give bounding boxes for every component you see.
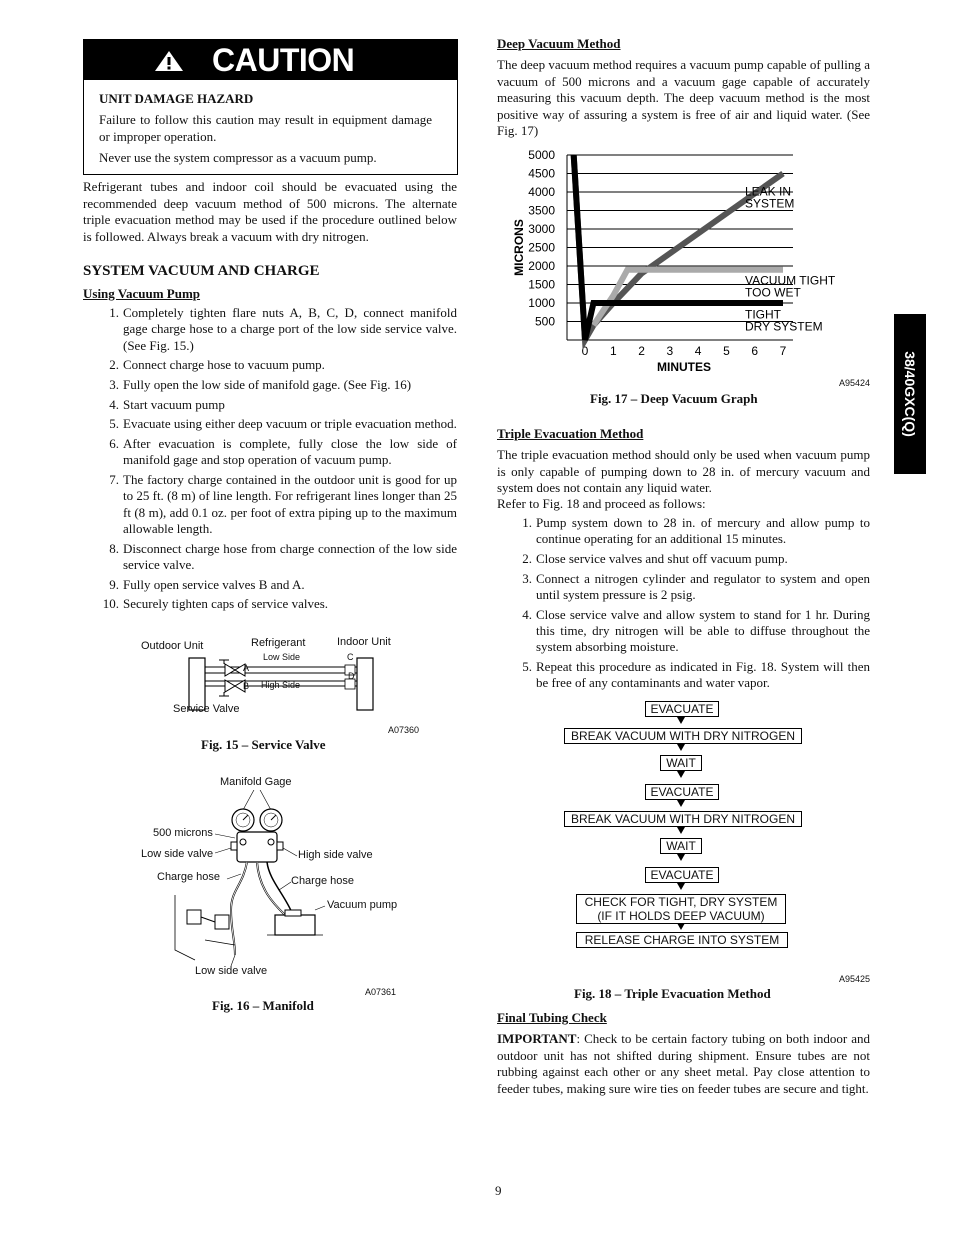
vp-item [109, 576, 457, 593]
vp-text: Fully open service valves B and A. [123, 576, 305, 592]
x-tick-label: 1 [609, 344, 617, 358]
vp-item [109, 416, 457, 432]
vp-text: Disconnect charge hose from charge connection of the low side service valve. [123, 540, 457, 572]
vp-item [109, 471, 457, 538]
fig15-caption: Fig. 15 – Service Valve [201, 737, 326, 752]
fig15-outdoor-label: Outdoor Unit [141, 640, 204, 652]
fig15-code: A07360 [388, 725, 420, 735]
vp-number: 3. [109, 377, 119, 392]
vp-text: Securely tighten caps of service valves. [123, 596, 329, 612]
flow-arrow [677, 827, 685, 834]
flow-release: RELEASE CHARGE INTO SYSTEM [576, 932, 788, 948]
triple-evac-text: The triple evacuation method should only be used when vacuum pump is only capable of pumping down to 28 in. of mercury vacuum and system does not contain any liquid water. [497, 447, 870, 496]
tr-text: Connect a nitrogen cylinder and regulator to system and open until system pressure is 2 psig. [536, 570, 870, 602]
warning-triangle-icon [154, 50, 184, 72]
y-tick-label: 4000 [528, 185, 555, 199]
legend-leak: LEAK IN [745, 184, 792, 199]
vp-text: After evacuation is complete, fully close the low side of manifold gage and stop operation of vacuum pump. [123, 435, 457, 468]
important-label: IMPORTANT [497, 1031, 577, 1046]
vp-number: 5. [109, 416, 119, 432]
caution-header [84, 40, 457, 80]
tr-text: Repeat this procedure as indicated in Fig. 18. System will then be free of any contaminants and water vapor. [536, 659, 870, 691]
x-tick-label: 6 [751, 344, 759, 358]
flow-wait-1: WAIT [660, 755, 702, 771]
fig16-high-valve-label: High side valve [298, 849, 373, 861]
fig16-caption: Fig. 16 – Manifold [212, 998, 314, 1013]
vacuum-pump-heading: Using Vacuum Pump [83, 286, 201, 301]
tr-text: Close service valves and shut off vacuum pump. [536, 551, 788, 566]
tr-number: 2. [522, 551, 532, 566]
flow-check-line2: (IF IT HOLDS DEEP VACUUM) [597, 909, 765, 923]
vp-text: Completely tighten flare nuts A, B, C, D, connect manifold gage charge hose to a charge port of the low side service valve. (See Fig. 15.) [123, 305, 457, 353]
tr-item [522, 551, 870, 567]
flow-check [576, 894, 786, 924]
y-tick-label: 5000 [528, 148, 555, 162]
fig15-low-side: Low Side [263, 652, 301, 662]
model-side-tab-text: 38/40GXC(Q) [902, 351, 918, 437]
section-title: SYSTEM VACUUM AND CHARGE [83, 263, 320, 279]
x-tick-label: 7 [779, 344, 787, 358]
legend-too-wet: VACUUM TIGHT [745, 273, 836, 288]
caution-text: Failure to follow this caution may result in equipment damage or improper operation. [99, 112, 432, 144]
vp-number: 8. [109, 540, 119, 556]
vp-item [109, 435, 457, 469]
y-tick-label: 3000 [528, 222, 555, 236]
fig16-diagram [135, 770, 425, 1000]
vp-item [109, 540, 457, 574]
flow-break-2: BREAK VACUUM WITH DRY NITROGEN [564, 811, 802, 827]
tr-item [522, 606, 870, 656]
x-axis-title: MINUTES [657, 360, 711, 374]
fig15-indoor-label: Indoor Unit [337, 636, 391, 648]
flow-arrow [677, 923, 685, 930]
fig16-charge-hose-left: Charge hose [157, 871, 220, 883]
flow-break-1: BREAK VACUUM WITH DRY NITROGEN [564, 728, 802, 744]
fig15-label-a: A [243, 663, 250, 673]
intro-paragraph: Refrigerant tubes and indoor coil should be evacuated using the recommended deep vacuum method of 500 microns. The alternate triple evacuation method may be used if the procedure outlined below is followed. Always break a vacuum with dry nitrogen. [83, 179, 457, 244]
y-tick-label: 3500 [528, 203, 555, 218]
tr-number: 3. [522, 570, 532, 586]
vp-item [102, 596, 457, 612]
fig16-manifold-drawing [135, 790, 425, 970]
flow-evacuate-1: EVACUATE [645, 701, 719, 717]
flow-arrow [677, 854, 685, 861]
flow-evacuate-3: EVACUATE [645, 867, 719, 883]
vp-text: Evacuate using either deep vacuum or triple evacuation method. [123, 416, 457, 432]
hazard-title: UNIT DAMAGE HAZARD [99, 91, 254, 106]
legend-too-wet: TOO WET [745, 285, 801, 300]
fig15-label-b: B [243, 681, 250, 691]
fig15-diagram [130, 630, 440, 750]
vp-number: 4. [109, 396, 119, 412]
fig16-pump-label: Vacuum pump [327, 899, 398, 911]
y-tick-label: 1000 [528, 296, 555, 310]
fig16-code: A07361 [365, 987, 397, 997]
tr-item [522, 515, 870, 548]
vp-item [109, 305, 457, 354]
vacuum-pump-steps [102, 305, 457, 616]
vp-number: 10. [102, 596, 119, 612]
vp-number: 6. [109, 435, 119, 451]
fig16-low-valve-label: Low side valve [141, 848, 214, 860]
y-tick-label: 2000 [528, 259, 555, 273]
fig15-refrigerant-label: Refrigerant [251, 637, 306, 649]
tr-number: 5. [522, 659, 532, 674]
vp-number: 2. [109, 357, 119, 373]
vp-text: The factory charge contained in the outdoor unit is good for up to 25 ft. (8 m) of line length. For refrigerant lines longer than 25 ft (8 m), add 0.1 oz. per foot of extra piping up to the maximum allowable length. [123, 471, 457, 536]
flow-check-line1: CHECK FOR TIGHT, DRY SYSTEM [584, 895, 778, 909]
vp-item [109, 357, 457, 373]
fig18-flowchart [560, 698, 805, 958]
vp-text: Start vacuum pump [123, 396, 225, 412]
x-tick-label: 0 [581, 344, 589, 358]
legend-leak: SYSTEM [745, 196, 795, 211]
vp-number: 9. [109, 576, 119, 592]
final-check-body: : Check to be certain factory tubing on both indoor and outdoor unit has not shifted during shipment. Ensure tubes are not rubbing against each other or any sheet metal. Pay close attention to feeder tubes, making sure wire ties on feeder tubes are secure and tight. [497, 1031, 870, 1096]
fig15-label-d: D [348, 671, 355, 681]
tr-item [522, 659, 870, 692]
flow-arrow [677, 771, 685, 778]
deep-vacuum-chart [505, 140, 885, 390]
flow-arrow [677, 717, 685, 724]
fig15-high-side: High Side [261, 680, 301, 690]
page-number: 9 [495, 1183, 502, 1198]
final-check-heading: Final Tubing Check [497, 1010, 607, 1025]
fig17-code: A95424 [839, 378, 871, 388]
triple-evac-steps [522, 515, 870, 695]
flow-wait-2: WAIT [660, 838, 702, 854]
caution-warning: Never use the system compressor as a vacuum pump. [99, 150, 377, 165]
y-tick-label: 4500 [528, 166, 555, 181]
flow-arrow [677, 800, 685, 807]
x-tick-label: 3 [666, 344, 674, 358]
y-axis-title: MICRONS [512, 219, 526, 276]
triple-evac-heading: Triple Evacuation Method [497, 426, 644, 441]
flow-arrow [677, 883, 685, 890]
tr-number: 4. [522, 606, 532, 622]
flow-arrow [677, 744, 685, 751]
tr-item [522, 570, 870, 604]
y-tick-label: 500 [534, 314, 555, 329]
tr-text: Pump system down to 28 in. of mercury and allow pump to continue operating for an additional 15 minutes. [536, 515, 870, 547]
legend-dry: DRY SYSTEM [745, 319, 823, 334]
fig16-low-valve-bottom: Low side valve [195, 965, 268, 977]
fig15-service-valve-label: Service Valve [173, 703, 240, 715]
final-check-text [497, 1031, 870, 1097]
deep-vacuum-heading: Deep Vacuum Method [497, 36, 621, 51]
legend-dry: TIGHT [745, 307, 781, 322]
fig18-caption: Fig. 18 – Triple Evacuation Method [574, 986, 771, 1001]
fig16-charge-hose-right: Charge hose [291, 875, 354, 887]
fig17-caption: Fig. 17 – Deep Vacuum Graph [590, 391, 758, 406]
triple-evac-refer: Refer to Fig. 18 and proceed as follows: [497, 496, 706, 511]
caution-box [83, 39, 458, 175]
fig15-label-c: C [347, 652, 354, 662]
vp-number: 7. [109, 471, 119, 487]
vp-item [109, 377, 457, 393]
deep-vacuum-text: The deep vacuum method requires a vacuum pump capable of pulling a vacuum of 500 microns and a vacuum gage capable of accurately measuring this vacuum depth. The deep vacuum method is the most positive way of assuring a system is free of air and liquid water. (See Fig. 17) [497, 57, 870, 139]
caution-title: CAUTION [212, 42, 355, 78]
fig18-code: A95425 [839, 974, 871, 984]
x-tick-label: 4 [694, 344, 702, 358]
x-tick-label: 5 [723, 344, 730, 358]
vp-item [109, 396, 457, 413]
flow-evacuate-2: EVACUATE [645, 784, 719, 800]
model-side-tab [894, 314, 926, 474]
y-tick-label: 1500 [528, 277, 555, 292]
fig16-microns-label: 500 microns [153, 827, 213, 839]
fig16-manifold-label: Manifold Gage [220, 776, 292, 788]
vp-text: Connect charge hose to vacuum pump. [123, 357, 325, 373]
x-tick-label: 2 [638, 344, 645, 358]
tr-text: Close service valve and allow system to stand for 1 hr. During this time, dry nitrogen will be able to diffuse throughout the system absorbing moisture. [536, 606, 870, 655]
vp-number: 1. [109, 305, 119, 320]
vp-text: Fully open the low side of manifold gage. (See Fig. 16) [123, 377, 412, 392]
tr-number: 1. [522, 515, 532, 530]
y-tick-label: 2500 [528, 240, 555, 255]
